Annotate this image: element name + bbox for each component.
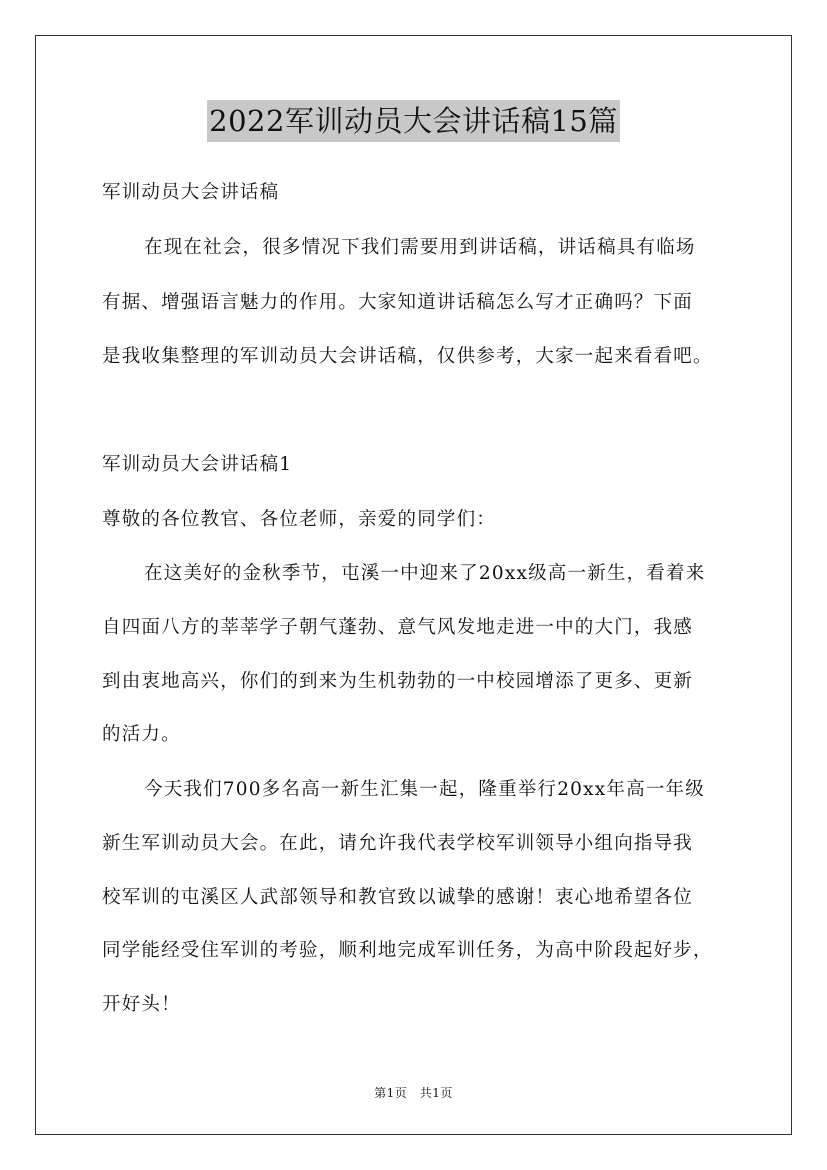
- intro-line-3: 是我收集整理的军训动员大会讲话稿，仅供参考，大家一起来看看吧。: [102, 346, 713, 367]
- page-footer: 第1页 共1页: [374, 1086, 453, 1100]
- intro-line-1: 在现在社会，很多情况下我们需要用到讲话稿，讲话稿具有临场: [144, 237, 696, 258]
- document-title: 2022军训动员大会讲话稿15篇: [207, 100, 620, 142]
- para2-line-1: 今天我们700多名高一新生汇集一起，隆重举行20xx年高一年级: [144, 779, 705, 800]
- para2-line-2: 新生军训动员大会。在此，请允许我代表学校军训领导小组向指导我: [102, 833, 694, 854]
- salutation: 尊敬的各位教官、各位老师，亲爱的同学们：: [102, 509, 497, 530]
- title-container: [0, 100, 827, 142]
- para2-line-4: 同学能经受住军训的考验，顺利地完成军训任务，为高中阶段起好步，: [102, 940, 713, 961]
- para1-line-1: 在这美好的金秋季节，屯溪一中迎来了20xx级高一新生，看着来: [144, 563, 706, 584]
- para2-line-5: 开好头！: [102, 994, 181, 1015]
- subheading: 军训动员大会讲话稿: [102, 182, 280, 203]
- intro-line-2: 有据、增强语言魅力的作用。大家知道讲话稿怎么写才正确吗？下面: [102, 292, 694, 313]
- para1-line-3: 到由衷地高兴，你们的到来为生机勃勃的一中校园增添了更多、更新: [102, 671, 694, 692]
- para1-line-4: 的活力。: [102, 724, 181, 745]
- section-heading: 军训动员大会讲话稿1: [102, 454, 293, 475]
- para2-line-3: 校军训的屯溪区人武部领导和教官致以诚挚的感谢！衷心地希望各位: [102, 887, 694, 908]
- para1-line-2: 自四面八方的莘莘学子朝气蓬勃、意气风发地走进一中的大门，我感: [102, 617, 694, 638]
